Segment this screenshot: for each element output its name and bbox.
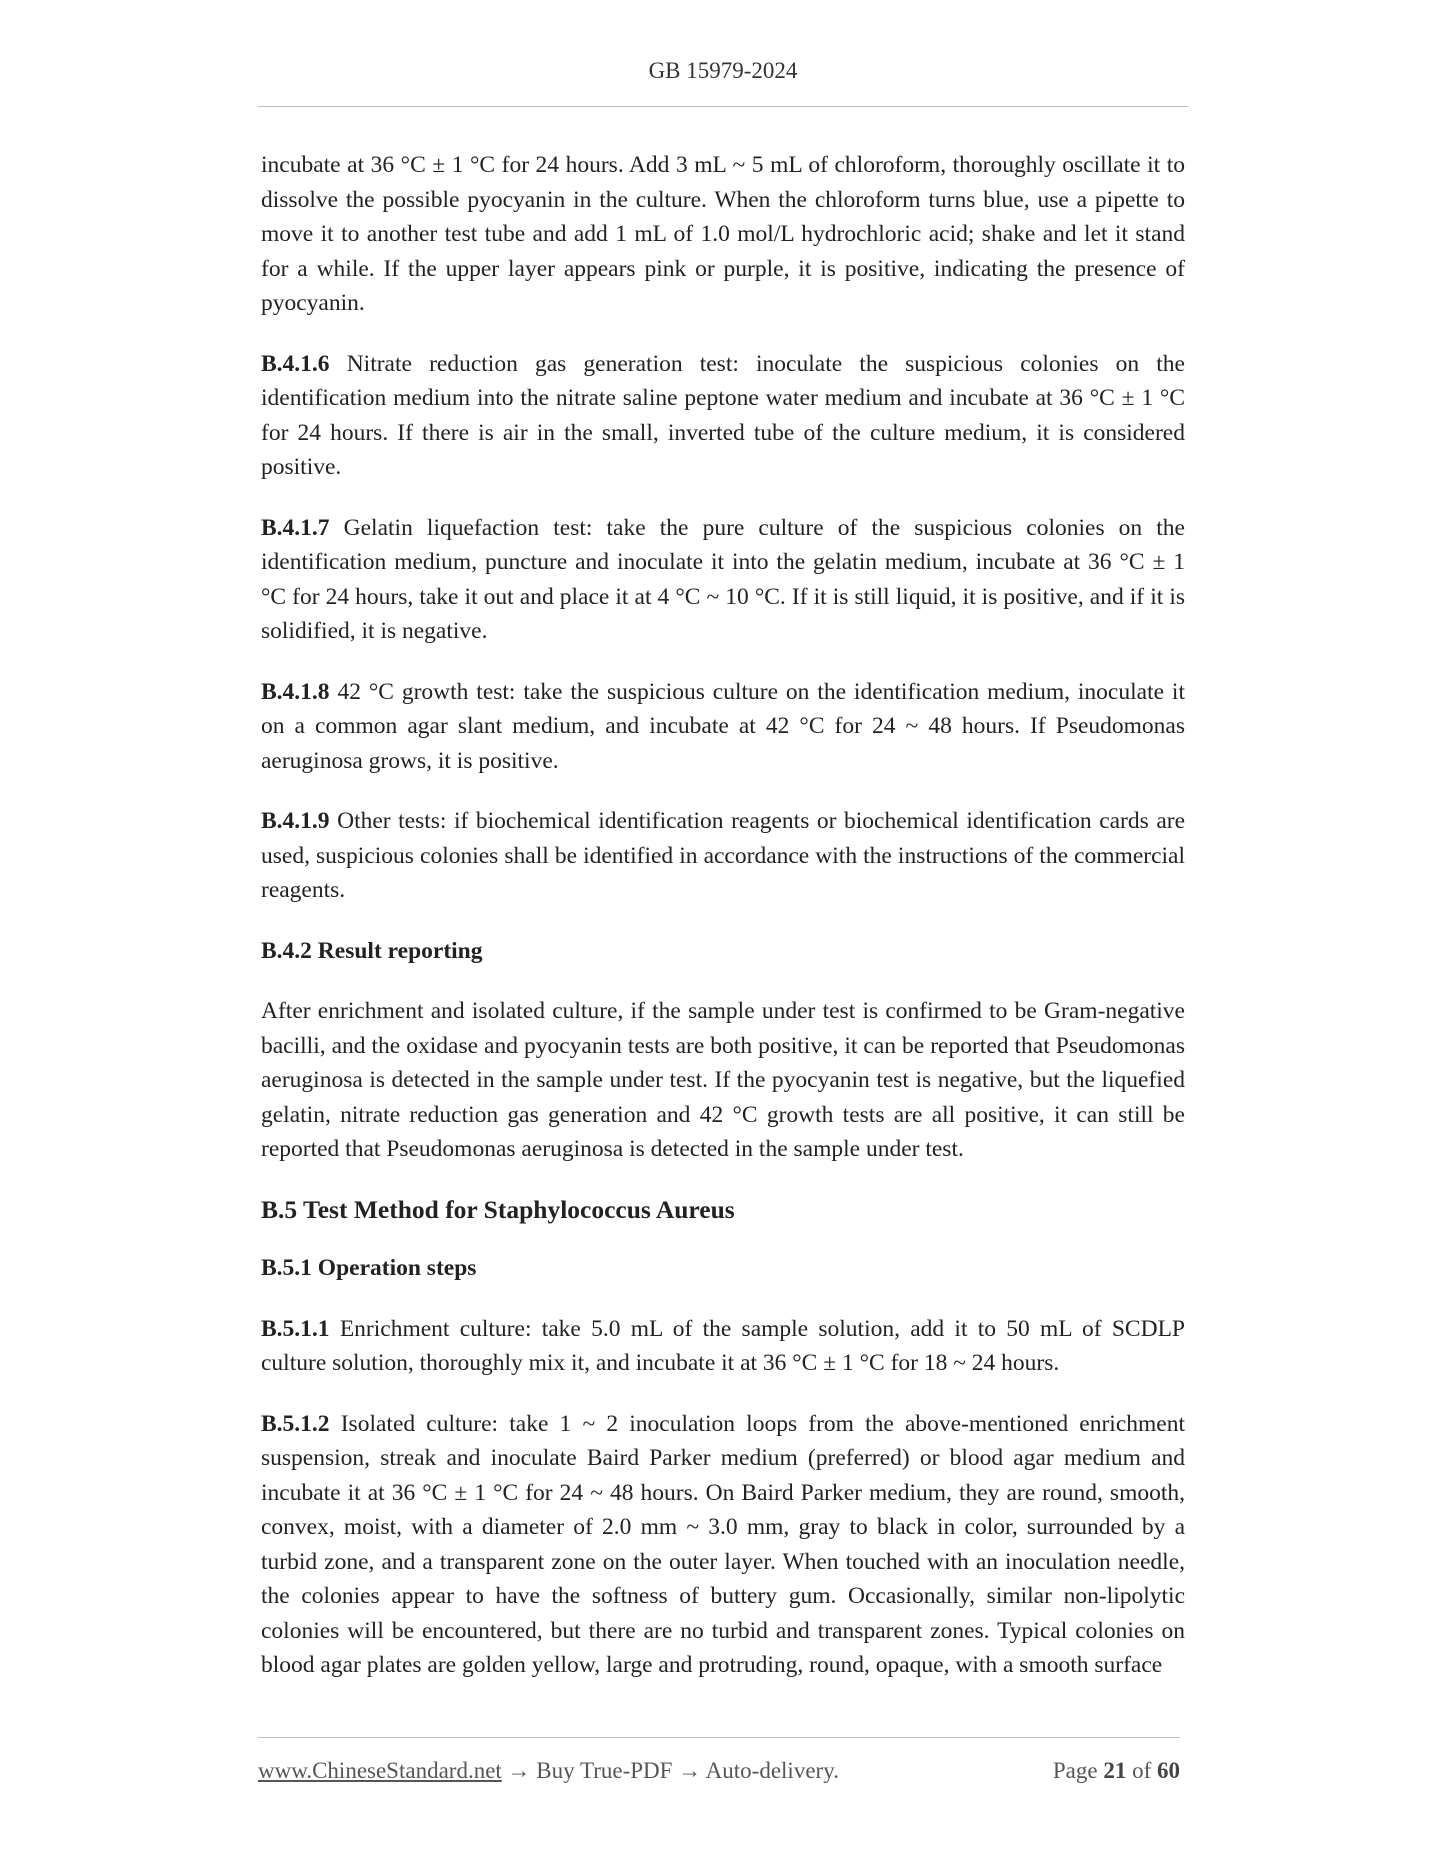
clause-text: Enrichment culture: take 5.0 mL of the sample solution, add it to 50 mL of SCDLP culture solution, thoroughly mix it, and incubate it at 36 °C ± 1 °C for 18 ~ 24 hours. xyxy=(261,1315,1185,1376)
paragraph-result-reporting: After enrichment and isolated culture, if the sample under test is confirmed to be Gram-negative bacilli, and the oxidase and pyocyanin tests are both positive, it can be reported that Pseudomonas aeruginosa is detected in the sample under test. If the pyocyanin test is negative, but the liquefied gelatin, nitrate reduction gas generation and 42 °C growth tests are all positive, it can still be reported that Pseudomonas aeruginosa is detected in the sample under test. xyxy=(261,998,1185,1162)
page-indicator xyxy=(1053,1756,1180,1786)
arrow-icon: → xyxy=(507,1758,531,1783)
clause-number: B.4.1.8 xyxy=(261,678,330,705)
clause-b5-1-1 xyxy=(261,1312,1185,1381)
page-label: Page xyxy=(1052,1758,1098,1783)
clause-number: B.4.1.6 xyxy=(261,350,330,377)
clause-number: B.4.1.7 xyxy=(261,514,330,541)
clause-number: B.5.1.1 xyxy=(261,1315,330,1342)
page-number: 21 xyxy=(1103,1758,1127,1783)
document-code: GB 15979-2024 xyxy=(648,58,798,83)
clause-b4-1-7 xyxy=(261,511,1185,649)
website-link[interactable]: www.ChineseStandard.net xyxy=(258,1758,502,1783)
page-total: 60 xyxy=(1157,1758,1180,1783)
footer-promo xyxy=(258,1756,839,1786)
page-footer xyxy=(258,1737,1180,1786)
of-label: of xyxy=(1132,1758,1152,1783)
clause-text: 42 °C growth test: take the suspicious culture on the identification medium, inoculate it on a common agar slant medium, and incubate at 42 °C for 24 ~ 48 hours. If Pseudomonas aeruginosa grows, it is positive. xyxy=(261,678,1185,774)
clause-number: B.5.1.2 xyxy=(261,1410,330,1437)
clause-text: Other tests: if biochemical identification reagents or biochemical identification cards are used, suspicious colonies shall be identified in accordance with the instructions of the commercial reagents. xyxy=(261,808,1185,903)
clause-b4-1-8 xyxy=(261,675,1185,779)
clause-b5-1-2 xyxy=(261,1407,1185,1683)
clause-text: Isolated culture: take 1 ~ 2 inoculation loops from the above-mentioned enrichment suspension, streak and inoculate Baird Parker medium (preferred) or blood agar medium and incubate it at 36 °C ± 1 °C for 24 ~ 48 hours. On Baird Parker medium, they are round, smooth, convex, moist, with a diameter of 2.0 mm ~ 3.0 mm, gray to black in color, surrounded by a turbid zone, and a transparent zone on the outer layer. When touched with an inoculation needle, the colonies appear to have the softness of buttery gum. Occasionally, similar non-lipolytic colonies will be encountered, but there are no turbid and transparent zones. Typical colonies on blood agar plates are golden yellow, large and protruding, round, opaque, with a smooth surface xyxy=(261,1410,1185,1678)
clause-text: Nitrate reduction gas generation test: inoculate the suspicious colonies on the identification medium into the nitrate saline peptone water medium and incubate at 36 °C ± 1 °C for 24 hours. If there is air in the small, inverted tube of the culture medium, it is considered positive. xyxy=(261,350,1185,480)
heading-b4-2: B.4.2 Result reporting xyxy=(261,937,483,964)
heading-b5-1: B.5.1 Operation steps xyxy=(261,1255,477,1281)
document-body xyxy=(261,148,1185,1709)
clause-b4-1-9 xyxy=(261,804,1185,908)
heading-b5: B.5 Test Method for Staphylococcus Aureus xyxy=(261,1194,735,1224)
page-header xyxy=(258,56,1188,107)
paragraph-continued: incubate at 36 °C ± 1 °C for 24 hours. Add 3 mL ~ 5 mL of chloroform, thoroughly oscillate it to dissolve the possible pyocyanin in the culture. When the chloroform turns blue, use a pipette to move it to another test tube and add 1 mL of 1.0 mol/L hydrochloric acid; shake and let it stand for a while. If the upper layer appears pink or purple, it is positive, indicating the presence of pyocyanin. xyxy=(261,152,1185,316)
auto-delivery-text: Auto-delivery. xyxy=(705,1758,839,1783)
clause-text: Gelatin liquefaction test: take the pure culture of the suspicious colonies on the identification medium, puncture and inoculate it into the gelatin medium, incubate at 36 °C ± 1 °C for 24 hours, take it out and place it at 4 °C ~ 10 °C. If it is still liquid, it is positive, and if it is solidified, it is negative. xyxy=(261,514,1185,644)
buy-pdf-text: Buy True-PDF xyxy=(536,1758,673,1783)
arrow-icon: → xyxy=(678,1758,702,1783)
clause-b4-1-6 xyxy=(261,347,1185,485)
clause-number: B.4.1.9 xyxy=(261,808,330,834)
